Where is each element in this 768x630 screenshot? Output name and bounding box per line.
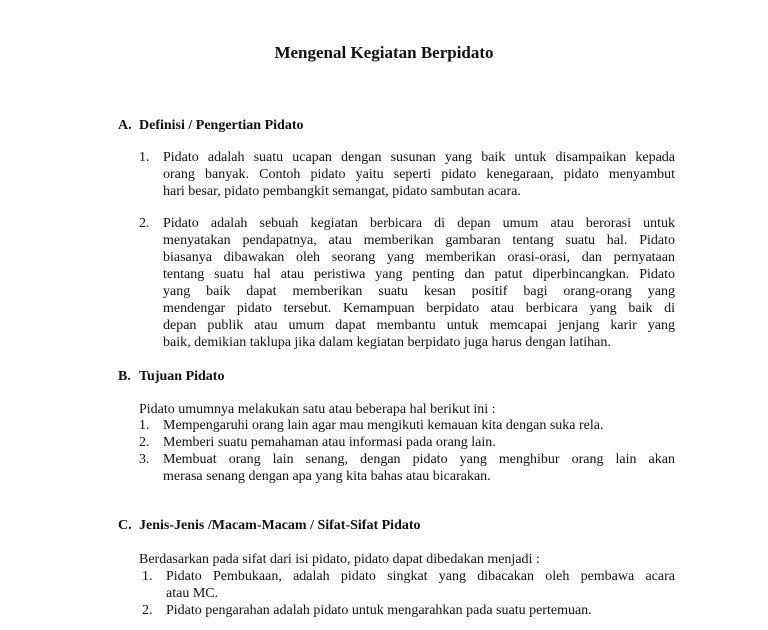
section-title: Tujuan Pidato	[139, 369, 225, 384]
text-line: yang baik dapat memberikan suatu kesan positif bagi orang-orang yang	[163, 284, 675, 299]
section-intro: Pidato umumnya melakukan satu atau beberapa hal berikut ini :	[139, 402, 496, 417]
text-line: Mempengaruhi orang lain agar mau mengikuti kemauan kita dengan suka rela.	[163, 418, 604, 433]
text-line: Pidato adalah sebuah kegiatan berbicara di depan umum atau berorasi untuk	[163, 216, 675, 231]
text-line: Membuat orang lain senang, dengan pidato yang menghibur orang lain akan	[163, 452, 675, 467]
list-number: 3.	[139, 452, 150, 467]
list-number: 1.	[139, 418, 150, 433]
text-line: orang banyak. Contoh pidato yaitu seperti pidato kenegaraan, pidato menyambut	[163, 167, 675, 182]
text-line: Memberi suatu pemahaman atau informasi pada orang lain.	[163, 435, 496, 450]
text-line: hari besar, pidato pembangkit semangat, pidato sambutan acara.	[163, 184, 521, 199]
list-number: 2.	[142, 603, 153, 618]
text-line: Pidato pengarahan adalah pidato untuk mengarahkan pada suatu pertemuan.	[166, 603, 592, 618]
section-intro: Berdasarkan pada sifat dari isi pidato, pidato dapat dibedakan menjadi :	[139, 552, 540, 567]
section-title: Definisi / Pengertian Pidato	[139, 118, 304, 133]
list-number: 2.	[139, 216, 150, 231]
list-number: 2.	[139, 435, 150, 450]
text-line: atau MC.	[166, 586, 219, 601]
section-title: Jenis-Jenis /Macam-Macam / Sifat-Sifat Pidato	[139, 518, 421, 533]
text-line: depan publik atau umum dapat membantu untuk memcapai jenjang karir yang	[163, 318, 675, 333]
list-number: 1.	[142, 569, 153, 584]
text-line: baik, demikian taklupa jika dalam kegiatan berpidato juga harus dengan latihan.	[163, 335, 611, 350]
section-letter: B.	[118, 369, 131, 384]
text-line: menyatakan pendapatnya, atau memberikan gambaran tentang suatu hal. Pidato	[163, 233, 675, 248]
text-line: mendengar pidato tersebut. Kemampuan berpidato atau berbicara yang baik di	[163, 301, 675, 316]
text-line: Pidato adalah suatu ucapan dengan susunan yang baik untuk disampaikan kepada	[163, 150, 675, 165]
text-line: tentang suatu hal atau peristiwa yang penting dan patut diperbincangkan. Pidato	[163, 267, 675, 282]
text-line: Pidato Pembukaan, adalah pidato singkat yang dibacakan oleh pembawa acara	[166, 569, 675, 584]
document-title: Mengenal Kegiatan Berpidato	[274, 43, 494, 62]
section-letter: A.	[118, 118, 132, 133]
list-number: 1.	[139, 150, 150, 165]
section-letter: C.	[118, 518, 132, 533]
text-line: biasanya dibawakan oleh seorang yang memberikan orasi-orasi, dan pernyataan	[163, 250, 675, 265]
text-line: merasa senang dengan apa yang kita bahas atau bicarakan.	[163, 469, 491, 484]
